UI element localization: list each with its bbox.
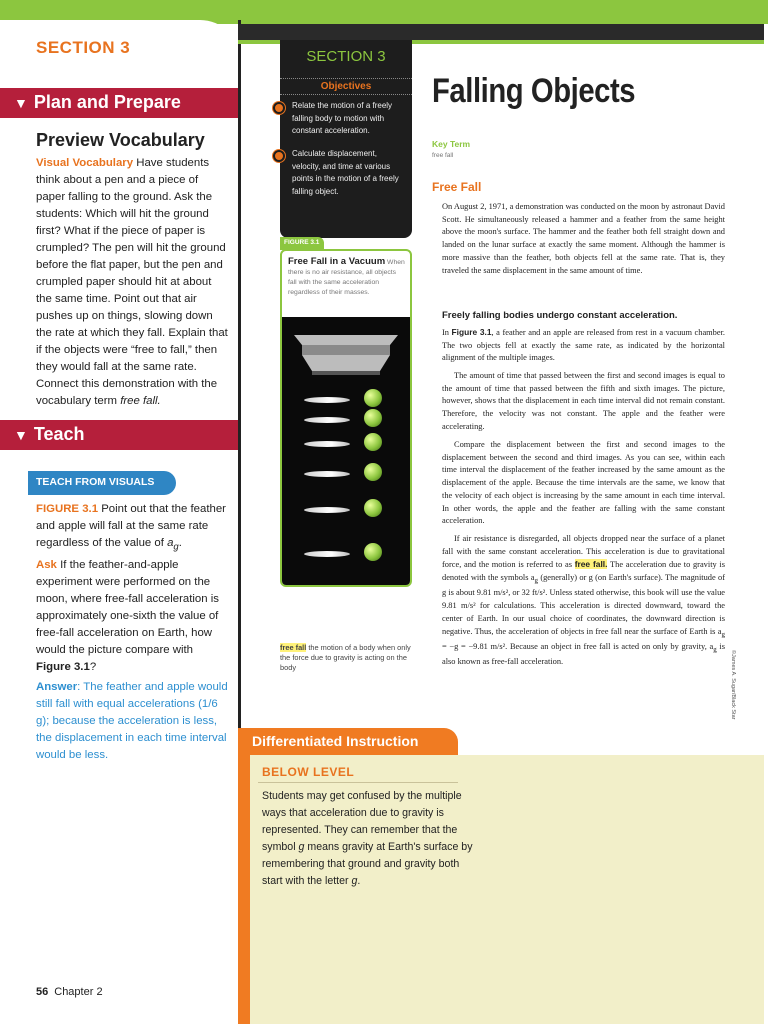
section-label: SECTION 3 <box>36 38 131 57</box>
answer-paragraph <box>36 679 230 764</box>
subheading: Freely falling bodies undergo constant acceleration. <box>442 310 678 321</box>
subscript: g <box>534 576 538 585</box>
below-level-rule <box>258 782 458 783</box>
figure-caption <box>288 257 406 298</box>
objective-item: Relate the motion of a freely falling body to motion with constant acceleration. <box>292 101 393 135</box>
objective-item: Calculate displacement, velocity, and time at various points in the motion of a freely falling object. <box>292 149 399 196</box>
body-paragraph: Compare the displacement between the first and second images to the displacement between the second and third images. As you can see, within each time interval the displacement of the feather increased by the same amount as the displacement of the apple. Because the time intervals are the same, we know that the velocity of each object is increasing by the same amount in each time interval. In other words, the apple and the feather are falling with the same constant acceleration. <box>442 440 725 526</box>
definition-text: the motion of a body when only the force due to gravity is acting on the body <box>280 643 411 672</box>
figure-symbol-sub: g <box>173 541 179 553</box>
figure-title: Free Fall in a Vacuum <box>288 256 386 267</box>
objective-bullet-icon <box>273 150 285 162</box>
figure-text-end: . <box>178 537 182 549</box>
objectives-section-label: SECTION 3 <box>306 48 386 65</box>
figure-paragraph <box>36 501 230 555</box>
below-level-heading: BELOW LEVEL <box>262 765 355 779</box>
apple-image <box>364 543 382 561</box>
objectives-label: Objectives <box>280 78 412 95</box>
below-level-text <box>262 788 480 890</box>
teach-heading: Teach <box>33 424 85 444</box>
feather-image <box>304 507 350 513</box>
apple-image <box>364 433 382 451</box>
page-title: Falling Objects <box>432 72 636 110</box>
objectives-box <box>280 40 412 238</box>
feather-image <box>304 417 350 423</box>
free-fall-heading: Free Fall <box>432 180 482 194</box>
figure-label: FIGURE 3.1 <box>36 503 99 515</box>
figure-symbol: a <box>167 537 174 549</box>
key-term-label: Key Term <box>432 139 471 149</box>
ask-paragraph <box>36 557 230 676</box>
photo-credit: ©James A. Sugar/Black Star <box>730 650 736 720</box>
visual-vocabulary-label: Visual Vocabulary <box>36 157 134 169</box>
key-term: free fall <box>432 152 454 159</box>
margin-definition <box>280 643 412 673</box>
ask-label: Ask <box>36 559 57 571</box>
below-level-body: Students may get confused by the multiple ways that acceleration due to gravity is represented. They can remember that the symbol <box>262 790 462 853</box>
visual-vocabulary-term: free fall. <box>120 395 161 407</box>
below-level-body: means gravity at Earth's surface by remembering that ground and gravity both start with the letter <box>262 841 473 887</box>
highlighted-term: free fall. <box>574 559 608 570</box>
symbol-g: g <box>351 875 358 887</box>
apple-image <box>364 499 382 517</box>
body-paragraph: On August 2, 1971, a demonstration was conducted on the moon by astronaut David Scott. He simultaneously released a hammer and a feather from the same height above the moon's surface. The hammer and the feather both fell straight down and landed on the lunar surface at exactly the same moment. Although the hammer is more massive than the feather, both objects fell at the same rate. That is, they traveled the same displacement in the same amount of time. <box>442 202 725 275</box>
answer-label: Answer <box>36 681 78 693</box>
body-text: , a feather and an apple are released from rest in a vacuum chamber. The two objects fell at exactly the same rate, as indicated by the horizontal alignment of the multiple images. <box>442 328 726 363</box>
body-paragraph: The amount of time that passed between the first and second images is equal to the amount of time that passed between the fifth and sixth images. The picture, however, shows that the displacement in each time interval did not remain constant. Therefore, the velocity was not constant. The apple and the feather were accelerating. <box>442 371 725 431</box>
ask-end: ? <box>89 661 97 673</box>
vacuum-chamber-release-icon <box>286 325 406 383</box>
body-text: If air resistance is disregarded, all objects dropped near the surface of a planet fall with the same constant acceleration. This acceleration is due to gravitational force, and the motion is referred to as <box>442 534 725 570</box>
body-paragraph <box>442 326 725 365</box>
feather-image <box>304 397 350 403</box>
feather-image <box>304 551 350 557</box>
feather-image <box>304 441 350 447</box>
ask-text: If the feather-and-apple experiment were performed on the moon, where free-fall acceleration is approximately one-sixth the value of free-fall acceleration on Earth, how would the picture compare with <box>36 559 219 656</box>
body-text: The acceleration due to gravity is denoted with the symbols a <box>442 560 726 583</box>
differentiated-side-bar <box>238 755 250 1024</box>
body-paragraph <box>442 533 725 669</box>
apple-image <box>364 389 382 407</box>
subscript: g <box>713 645 717 654</box>
answer-text: : The feather and apple would still fall with equal accelerations (1/6 g); because the acceleration is less, the displacement in each time interval would be less. <box>36 681 228 761</box>
teach-bar <box>0 420 238 450</box>
visual-vocabulary-paragraph <box>36 155 230 410</box>
figure-caption-text: When there is no air resistance, all objects fall with the same acceleration regardless of their masses. <box>288 259 405 296</box>
apple-image <box>364 463 382 481</box>
preview-vocabulary-heading: Preview Vocabulary <box>36 130 205 150</box>
below-level-end: . <box>357 875 361 887</box>
plan-and-prepare-heading: Plan and Prepare <box>33 92 181 112</box>
figure-box <box>280 249 412 587</box>
visual-vocabulary-text: Have students think about a pen and a piece of paper falling to the ground. Ask the students: Which will hit the ground first? What if the piece of paper is crumpled? The pen will hit the ground before the flat paper, but the pen and crumpled paper should hit at about the same time. Point out that air pushes up on things, slowing down the rate at which they fall. Explain that if the objects were “free to fall,” then they would fall at the same rate. Connect this demonstration with the vocabulary term <box>36 157 228 407</box>
triangle-down-icon: ▼ <box>14 427 28 443</box>
body-text: (generally) or g (on Earth's surface). The magnitude of g is about 9.81 m/s², or 32 ft/s². Unless stated otherwise, this book will use the value 9.81 m/s² for calculations. This acceleration is directed downward, toward the center of Earth. In our usual choice of coordinates, the downward direction is negative. Thus, the acceleration of objects in free fall near the surface of Earth is a <box>442 573 725 636</box>
subscript: g <box>721 630 725 639</box>
body-text: = −g = −9.81 m/s². Because an object in free fall is acted on only by gravity, a <box>442 641 714 651</box>
apple-image <box>364 409 382 427</box>
definition-term: free fall <box>280 643 307 652</box>
differentiated-instruction-header: Differentiated Instruction <box>238 728 458 755</box>
chapter-label: Chapter 2 <box>54 986 103 998</box>
body-text: is also known as free-fall acceleration. <box>442 641 725 667</box>
symbol-g: g <box>298 841 305 853</box>
page-number: 56 <box>36 986 49 998</box>
objective-bullet-icon <box>273 102 285 114</box>
feather-image <box>304 471 350 477</box>
page-footer <box>36 986 103 998</box>
figure-text: Point out that the feather and apple will fall at the same rate regardless of the value of <box>36 503 226 549</box>
triangle-down-icon: ▼ <box>14 95 28 111</box>
teach-from-visuals-label: TEACH FROM VISUALS <box>28 471 176 495</box>
body-text: In <box>442 328 449 337</box>
figure-reference: Figure 3.1 <box>451 327 492 337</box>
figure-tab: FIGURE 3.1 <box>280 237 324 250</box>
ask-figure-ref: Figure 3.1 <box>36 661 90 673</box>
plan-and-prepare-bar <box>0 88 238 118</box>
free-fall-photo <box>282 317 410 585</box>
